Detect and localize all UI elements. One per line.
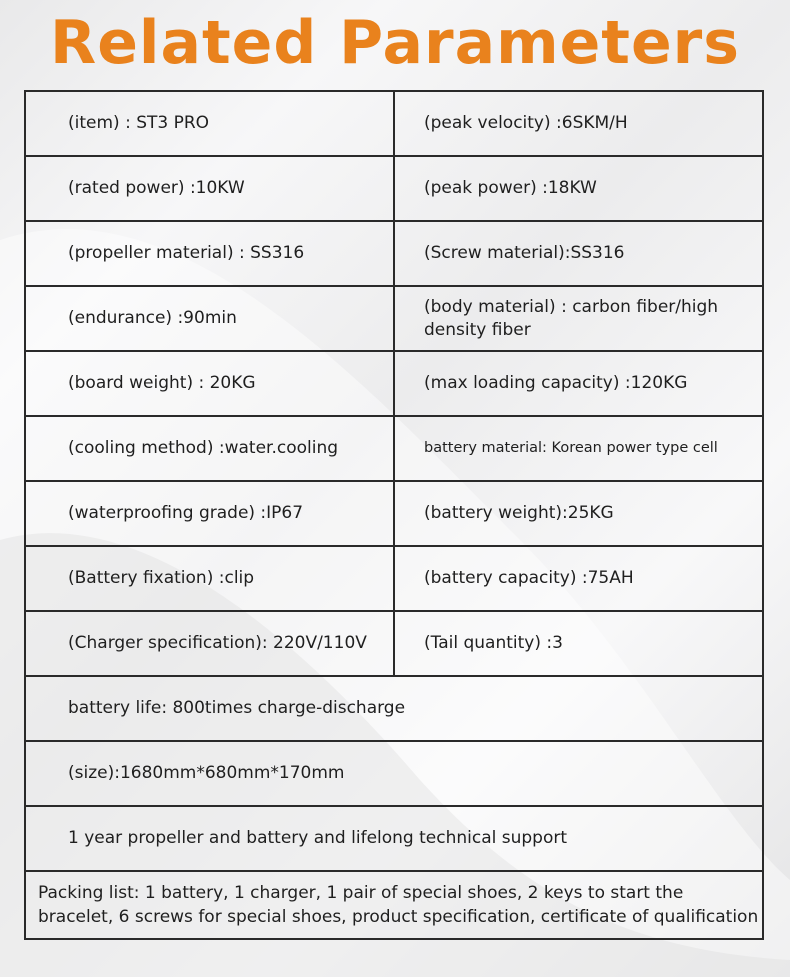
spec-cell-packing-list: Packing list: 1 battery, 1 charger, 1 pair of special shoes, 2 keys to start the bracelet, 6 screws for special shoes, product specification, certificate of qualification: [25, 871, 763, 939]
spec-cell-screw-material: (Screw material):SS316: [394, 221, 763, 286]
spec-cell-warranty: 1 year propeller and battery and lifelong technical support: [25, 806, 763, 871]
spec-cell-waterproofing-grade: (waterproofing grade) :IP67: [25, 481, 394, 546]
spec-cell-charger-specification: (Charger specification): 220V/110V: [25, 611, 394, 676]
table-row: [25, 871, 763, 939]
spec-cell-propeller-material: (propeller material) : SS316: [25, 221, 394, 286]
table-row: [25, 351, 763, 416]
table-row: [25, 416, 763, 481]
spec-cell-max-loading-capacity: (max loading capacity) :120KG: [394, 351, 763, 416]
spec-cell-battery-fixation: (Battery fixation) :clip: [25, 546, 394, 611]
spec-cell-peak-power: (peak power) :18KW: [394, 156, 763, 221]
spec-cell-rated-power: (rated power) :10KW: [25, 156, 394, 221]
table-row: [25, 546, 763, 611]
spec-cell-battery-material: battery material: Korean power type cell: [394, 416, 763, 481]
table-row: [25, 806, 763, 871]
spec-cell-peak-velocity: (peak velocity) :6SKM/H: [394, 91, 763, 156]
table-row: [25, 481, 763, 546]
spec-cell-endurance: (endurance) :90min: [25, 286, 394, 351]
table-row: [25, 156, 763, 221]
spec-cell-item: (item) : ST3 PRO: [25, 91, 394, 156]
spec-cell-size: (size):1680mm*680mm*170mm: [25, 741, 763, 806]
table-row: [25, 221, 763, 286]
spec-cell-cooling-method: (cooling method) :water.cooling: [25, 416, 394, 481]
table-row: [25, 611, 763, 676]
spec-cell-battery-capacity: (battery capacity) :75AH: [394, 546, 763, 611]
page-title: Related Parameters: [50, 8, 740, 78]
spec-cell-battery-life: battery life: 800times charge-discharge: [25, 676, 763, 741]
table-row: [25, 741, 763, 806]
table-row: [25, 676, 763, 741]
spec-cell-body-material: (body material) : carbon fiber/high density fiber: [394, 286, 763, 351]
table-row: [25, 91, 763, 156]
spec-cell-battery-weight: (battery weight):25KG: [394, 481, 763, 546]
spec-cell-board-weight: (board weight) : 20KG: [25, 351, 394, 416]
table-row: [25, 286, 763, 351]
spec-cell-tail-quantity: (Tail quantity) :3: [394, 611, 763, 676]
spec-table: [24, 90, 764, 940]
